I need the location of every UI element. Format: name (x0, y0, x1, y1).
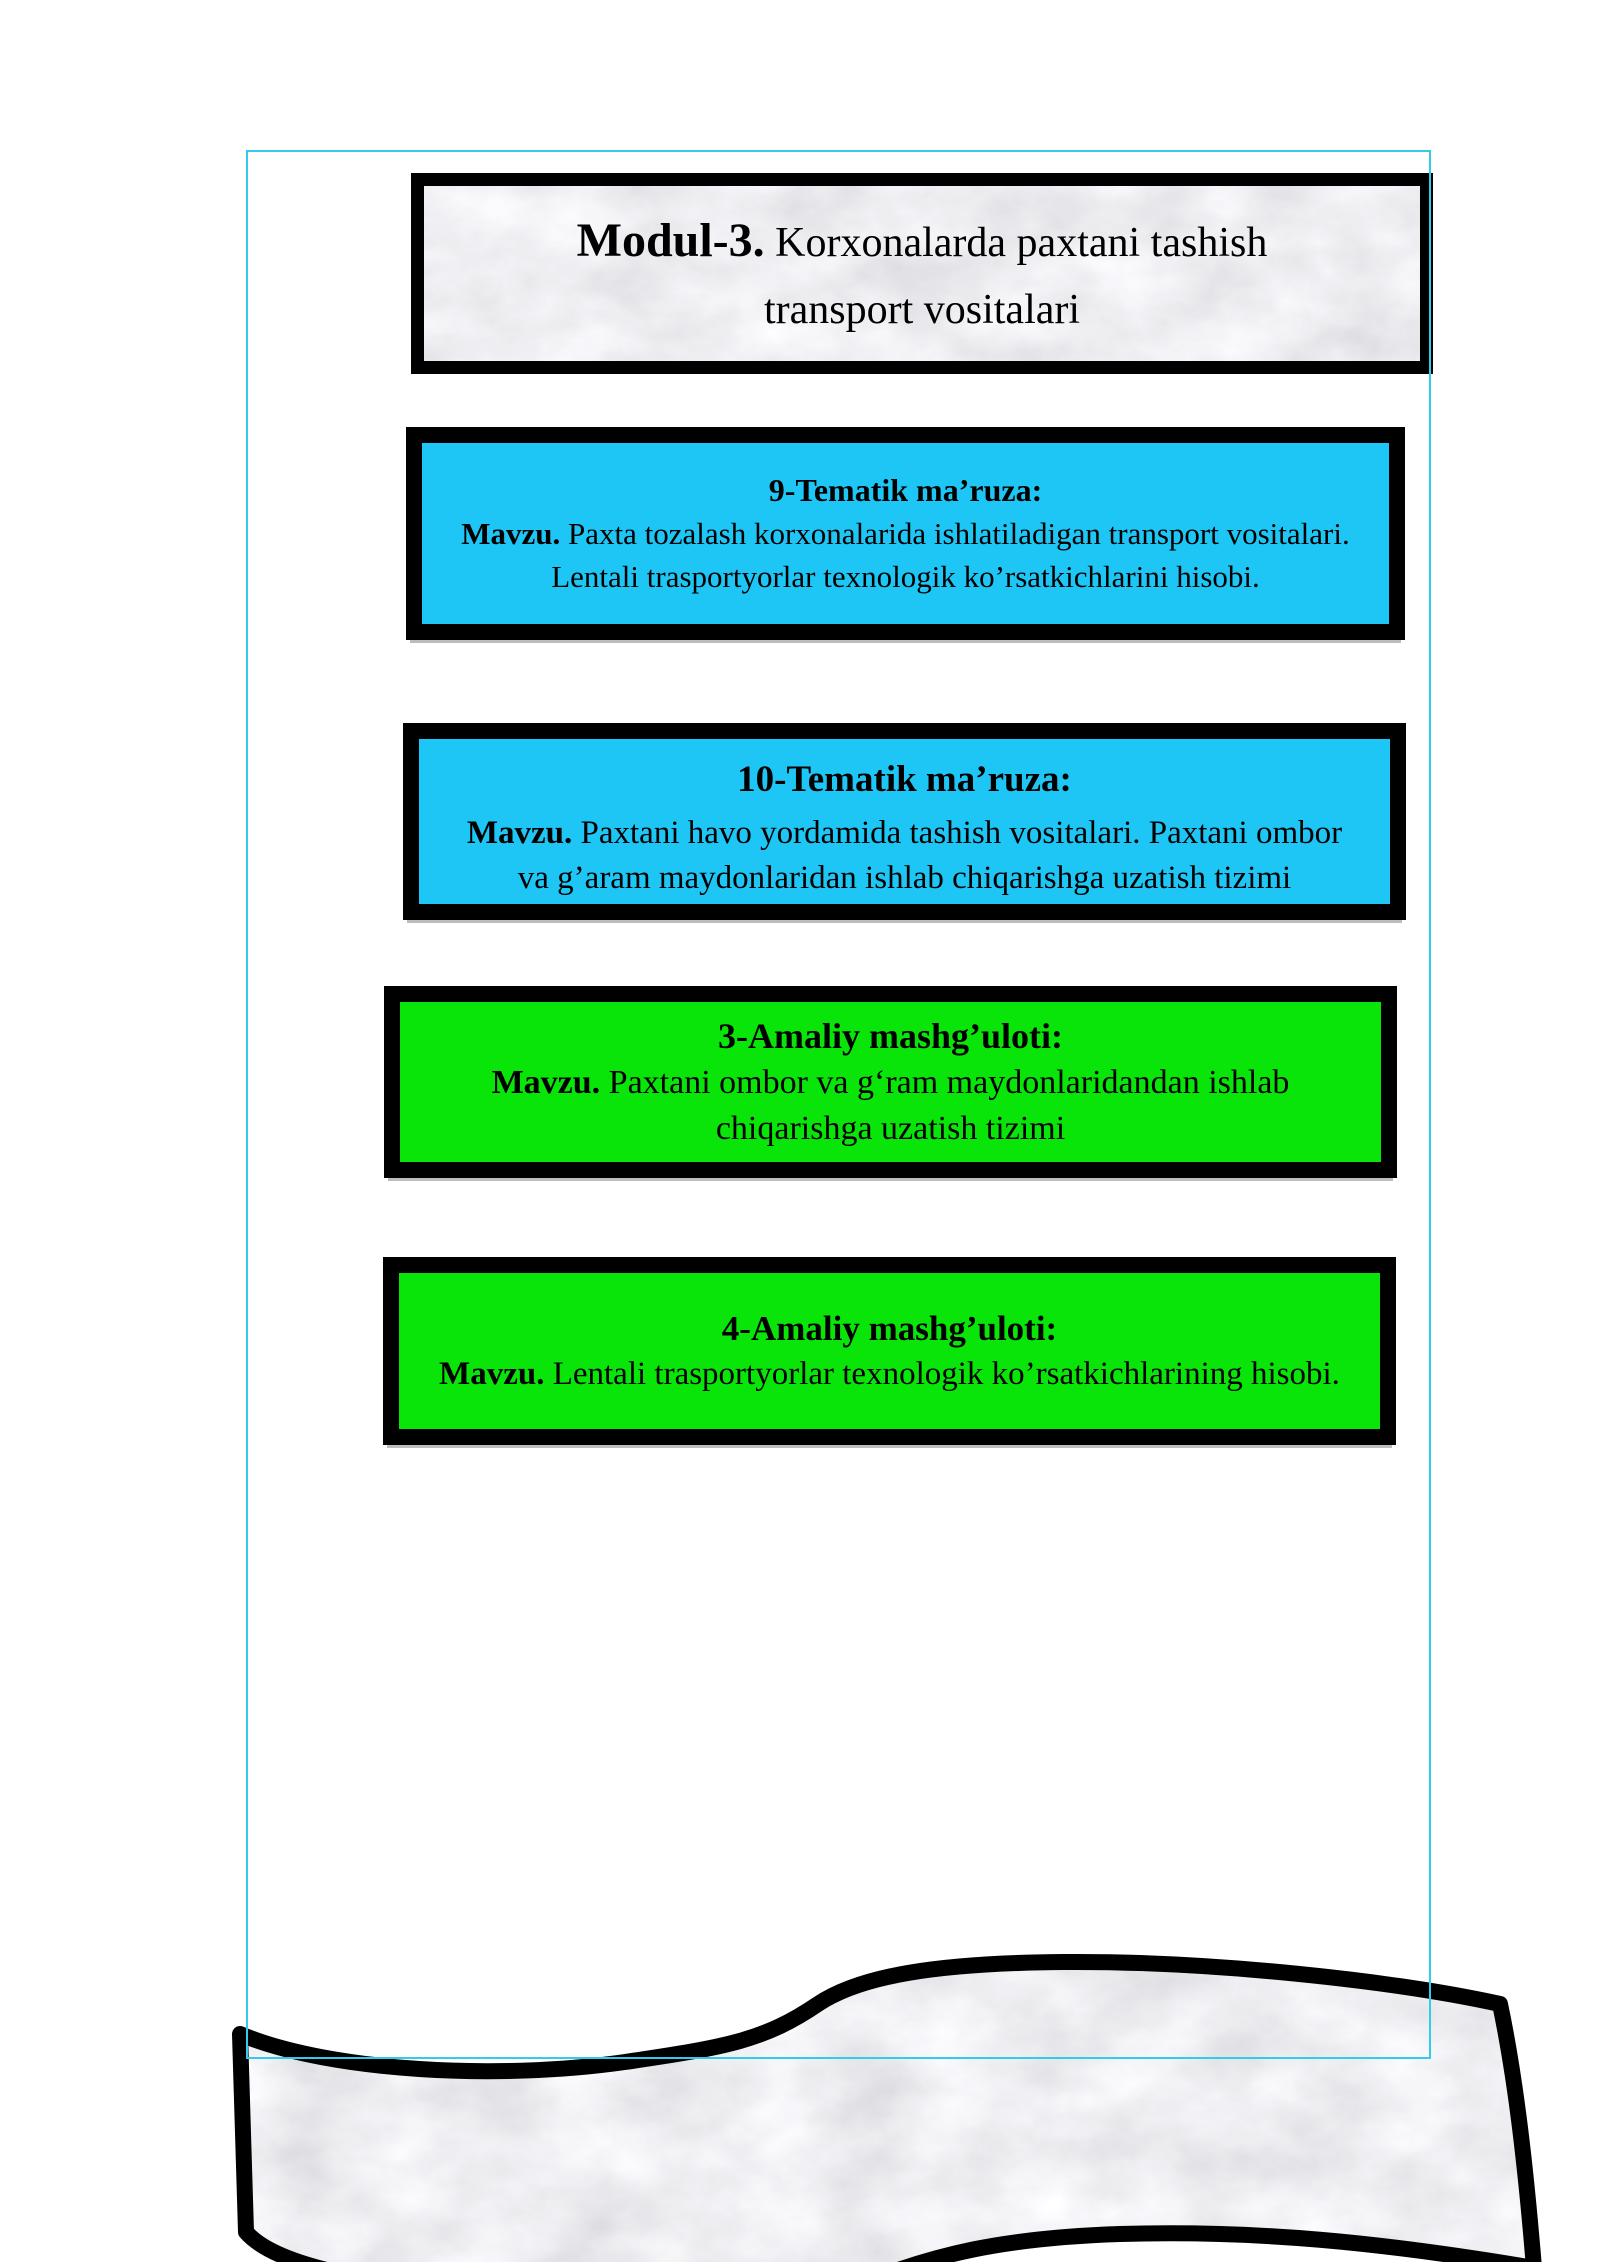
practice-box-4 (383, 1257, 1396, 1445)
topic-label: Mavzu. (491, 1064, 609, 1102)
topic-text: Paxta tozalash korxonalarida ishlatiladigan transport vositalari. Lentali trasportyorlar texnologik ko’rsatkichlarini hisobi. (551, 516, 1350, 594)
lecture-box-10 (403, 723, 1406, 920)
topic-text: Paxtani havo yordamida tashish vositalari. Paxtani ombor va g’aram maydonlaridan ishlab chiqarishga uzatish tizimi (517, 814, 1343, 897)
lecture-box-9-fill (422, 443, 1389, 624)
topic-text: Paxtani ombor va g‘ram maydonlaridandan ishlab chiqarishga uzatish tizimi (608, 1064, 1290, 1148)
lecture-box-9 (406, 427, 1405, 640)
box-body (431, 1060, 1351, 1152)
module-title-box (411, 173, 1433, 374)
box-body (455, 811, 1355, 902)
practice-box-3-fill (400, 1002, 1381, 1162)
module-title-line-1 (577, 204, 1268, 278)
topic-label: Mavzu. (461, 516, 569, 552)
box-body (436, 513, 1376, 599)
module-title (424, 186, 1420, 361)
box-title: 9-Tematik ma’ruza: (768, 472, 1043, 509)
module-title-rest: Korxonalarda paxtani tashish (764, 219, 1268, 266)
topic-label: Mavzu. (439, 1356, 553, 1393)
ribbon-shape (240, 1962, 1534, 2262)
module-title-line-2: transport vositalari (763, 287, 1081, 334)
topic-text: Lentali trasportyorlar texnologik ko’rsatkichlarining hisobi. (552, 1356, 1340, 1393)
topic-label: Mavzu. (466, 814, 581, 851)
box-title: 3-Amaliy mashg’uloti: (718, 1015, 1063, 1056)
practice-box-3 (384, 986, 1397, 1178)
practice-box-4-fill (399, 1273, 1380, 1429)
module-number: Modul-3. (576, 213, 765, 267)
lecture-box-10-fill (419, 739, 1390, 904)
box-body (439, 1352, 1340, 1397)
box-title: 4-Amaliy mashg’uloti: (721, 1309, 1058, 1349)
box-title: 10-Tematik ma’ruza: (737, 759, 1072, 800)
